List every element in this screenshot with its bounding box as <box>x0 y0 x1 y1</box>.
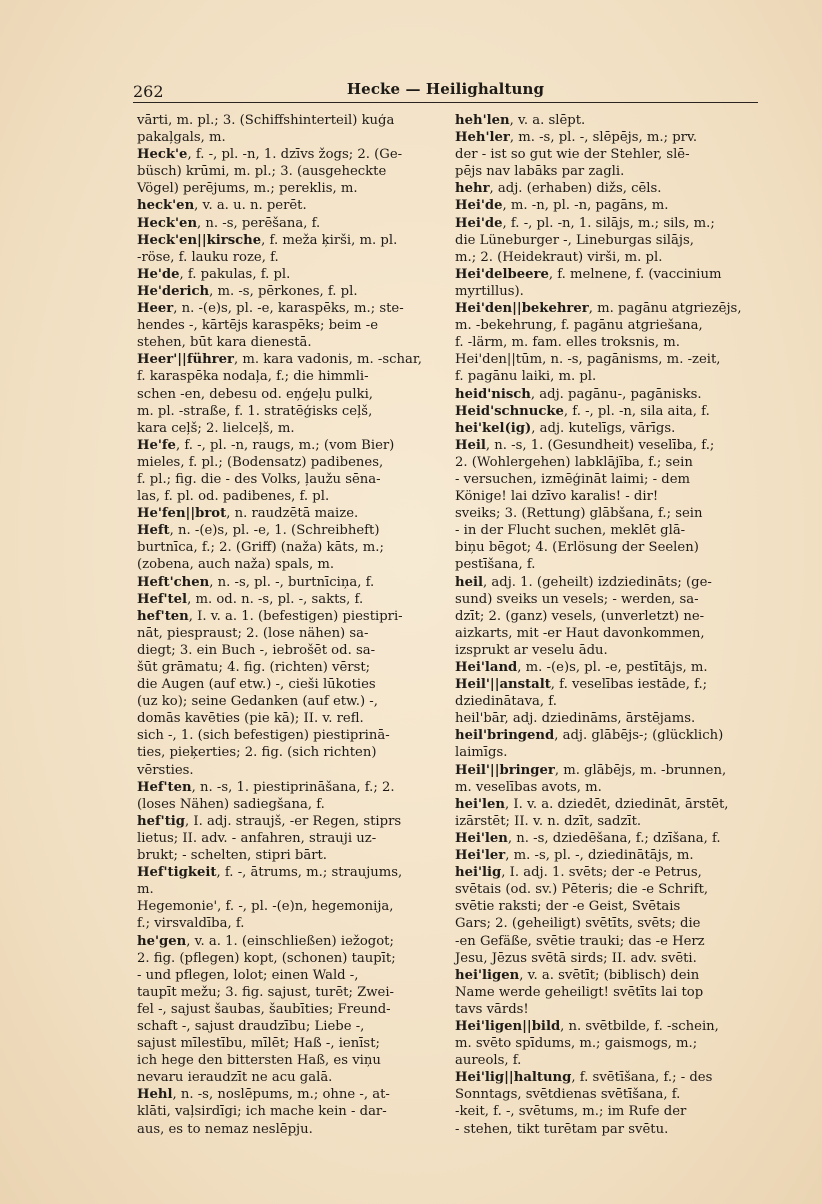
dictionary-line: stehen, būt kara dienestā. <box>137 335 312 351</box>
dictionary-line: f. -lärm, m. fam. elles troksnis, m. <box>455 335 680 351</box>
left-column <box>137 112 445 1138</box>
dictionary-line: die Lüneburger -, Lineburgas silājs, <box>455 232 694 248</box>
dictionary-line: die Augen (auf etw.) -, cieši lūkoties <box>137 677 376 693</box>
dictionary-line: mieles, f. pl.; (Bodensatz) padibenes, <box>137 454 384 470</box>
dictionary-line: vārti, m. pl.; 3. (Schiffshinterteil) kuģa <box>137 113 395 128</box>
dictionary-line: aus, es to nemaz neslēpju. <box>137 1121 313 1137</box>
dictionary-line: Name werde geheiligt! svētīts lai top <box>455 984 704 1000</box>
dictionary-line: schen -en, debesu od. eņģeļu pulki, <box>137 386 373 402</box>
dictionary-line: lietus; II. adv. - anfahren, strauji uz- <box>137 830 377 846</box>
dictionary-line: -röse, f. lauku roze, f. <box>137 249 279 265</box>
dictionary-line: He'fen||brot, n. raudzētā maize. <box>137 506 359 522</box>
dictionary-line: he'gen, v. a. 1. (einschließen) iežogot; <box>137 933 394 949</box>
dictionary-line: - und pflegen, lolot; einen Wald -, <box>137 967 359 983</box>
dictionary-line: He'derich, m. -s, pērkones, f. pl. <box>137 283 358 299</box>
dictionary-line: klāti, vaļsirdīgi; ich mache kein - dar- <box>137 1104 387 1120</box>
dictionary-line: diegt; 3. ein Buch -, iebrošēt od. sa- <box>137 642 376 658</box>
dictionary-line: fel -, sajust šaubas, šaubīties; Freund- <box>137 1001 391 1017</box>
dictionary-line: domās kavēties (pie kā); II. v. refl. <box>137 711 364 727</box>
dictionary-line: heil'bār, adj. dziedināms, ārstējams. <box>455 711 696 727</box>
dictionary-line: hei'ligen, v. a. svētīt; (biblisch) dein <box>455 967 700 983</box>
dictionary-line: Heer, n. -(e)s, pl. -e, karaspēks, m.; ste- <box>137 301 404 317</box>
page-title: Hecke — Heilighaltung <box>346 80 545 98</box>
dictionary-line: Heer'||führer, m. kara vadonis, m. -schar, <box>137 352 422 368</box>
dictionary-line: Vögel) perējums, m.; pereklis, m. <box>137 181 358 197</box>
dictionary-line: 2. (Wohlergehen) labklājība, f.; sein <box>455 454 693 470</box>
dictionary-line: nāt, piespraust; 2. (lose nähen) sa- <box>137 625 369 641</box>
dictionary-line: m. -bekehrung, f. pagānu atgriešana, <box>455 318 703 334</box>
dictionary-line: Heft, n. -(e)s, pl. -e, 1. (Schreibheft) <box>137 523 380 539</box>
dictionary-line: Gars; 2. (geheiligt) svētīts, svēts; die <box>455 916 701 932</box>
dictionary-line: m. veselības avots, m. <box>455 779 602 795</box>
dictionary-line: der - ist so gut wie der Stehler, slē- <box>455 147 690 163</box>
dictionary-line: burtnīca, f.; 2. (Griff) (naža) kāts, m.; <box>137 540 384 556</box>
dictionary-line: Hei'land, m. -(e)s, pl. -e, pestītājs, m. <box>455 660 708 675</box>
dictionary-line: aizkarts, mit -er Haut davonkommen, <box>455 625 705 641</box>
dictionary-line: sveiks; 3. (Rettung) glābšana, f.; sein <box>455 506 703 522</box>
dictionary-line: m.; 2. (Heidekraut) virši, m. pl. <box>455 249 663 265</box>
dictionary-line: pakaļgals, m. <box>137 130 226 146</box>
dictionary-line: Hei'delbeere, f. melnene, f. (vaccinium <box>455 266 722 282</box>
dictionary-line: - versuchen, izmēģināt laimi; - dem <box>455 471 691 487</box>
dictionary-line: Hei'lig||haltung, f. svētīšana, f.; - des <box>455 1070 713 1086</box>
dictionary-line: Hef'tel, m. od. n. -s, pl. -, sakts, f. <box>137 591 364 607</box>
dictionary-line: kara ceļš; 2. lielceļš, m. <box>137 420 295 436</box>
dictionary-line: He'fe, f. -, pl. -n, raugs, m.; (vom Bier) <box>137 437 395 453</box>
dictionary-line: pējs nav labāks par zagli. <box>455 164 625 180</box>
dictionary-line: pestīšana, f. <box>455 557 536 573</box>
dictionary-line: Hef'tigkeit, f. -, ātrums, m.; straujums, <box>137 865 403 881</box>
dictionary-line: (zobena, auch naža) spals, m. <box>137 557 335 573</box>
dictionary-line: Heck'e, f. -, pl. -n, 1. dzīvs žogs; 2. (Ge- <box>137 147 403 163</box>
dictionary-line: Heil'||anstalt, f. veselības iestāde, f.; <box>455 677 708 693</box>
dictionary-line: f. pagānu laiki, m. pl. <box>455 369 597 385</box>
dictionary-line: sajust mīlestību, mīlēt; Haß -, ienīst; <box>137 1036 380 1052</box>
dictionary-line: brukt; - schelten, stipri bārt. <box>137 848 328 864</box>
dictionary-line: Hei'de, m. -n, pl. -n, pagāns, m. <box>455 198 669 214</box>
dictionary-line: heck'en, v. a. u. n. perēt. <box>137 198 307 214</box>
dictionary-line: hef'ten, I. v. a. 1. (befestigen) piestipri- <box>137 608 403 624</box>
dictionary-line: f. karaspēka nodaļa, f.; die himmli- <box>137 369 369 385</box>
dictionary-line: nevaru ieraudzīt ne acu galā. <box>137 1070 333 1086</box>
dictionary-line: hei'kel(ig), adj. kutelīgs, vārīgs. <box>455 420 676 436</box>
dictionary-line: (uz ko); seine Gedanken (auf etw.) -, <box>137 694 378 710</box>
dictionary-line: Heil'||bringer, m. glābējs, m. -brunnen, <box>455 762 727 778</box>
dictionary-line: las, f. pl. od. padibenes, f. pl. <box>137 489 330 505</box>
dictionary-line: svētais (od. sv.) Pēteris; die -e Schrift, <box>455 882 709 898</box>
dictionary-line: Hei'ligen||bild, n. svētbilde, f. -schein, <box>455 1018 719 1034</box>
dictionary-line: svētie raksti; der -e Geist, Svētais <box>455 899 681 915</box>
dictionary-line: Hehl, n. -s, noslēpums, m.; ohne -, at- <box>137 1087 390 1103</box>
dictionary-line: (loses Nähen) sadiegšana, f. <box>137 796 325 812</box>
dictionary-line: -keit, f. -, svētums, m.; im Rufe der <box>455 1104 687 1120</box>
dictionary-line: büsch) krūmi, m. pl.; 3. (ausgeheckte <box>137 164 387 180</box>
dictionary-line: hei'len, I. v. a. dziedēt, dziedināt, ārstēt, <box>455 796 729 812</box>
dictionary-line: heh'len, v. a. slēpt. <box>455 113 586 128</box>
dictionary-line: Hei'den||tūm, n. -s, pagānisms, m. -zeit, <box>455 352 721 368</box>
dictionary-line: izsprukt ar veselu ādu. <box>455 642 608 658</box>
dictionary-line: 2. fig. (pflegen) kopt, (schonen) taupīt; <box>137 950 396 966</box>
dictionary-line: aureols, f. <box>455 1053 522 1069</box>
dictionary-line: dziedinātava, f. <box>455 694 557 710</box>
dictionary-line: laimīgs. <box>455 745 508 761</box>
dictionary-line: - stehen, tikt turētam par svētu. <box>455 1121 669 1137</box>
dictionary-line: Hei'ler, m. -s, pl. -, dziedinātājs, m. <box>455 848 694 864</box>
dictionary-line: heid'nisch, adj. pagānu-, pagānisks. <box>455 386 702 402</box>
dictionary-line: myrtillus). <box>455 283 524 299</box>
dictionary-line: Heft'chen, n. -s, pl. -, burtnīciņa, f. <box>137 574 375 590</box>
dictionary-line: hendes -, kārtējs karaspēks; beim -e <box>137 318 378 334</box>
dictionary-line: Hei'de, f. -, pl. -n, 1. silājs, m.; sils, m.; <box>455 215 715 231</box>
dictionary-line: m. pl. -straße, f. 1. stratēģisks ceļš, <box>137 403 373 419</box>
dictionary-line: He'de, f. pakulas, f. pl. <box>137 266 291 282</box>
dictionary-line: ich hege den bittersten Haß, es viņu <box>137 1053 381 1069</box>
dictionary-line: sich -, 1. (sich befestigen) piestiprinā- <box>137 728 390 744</box>
dictionary-line: Hef'ten, n. -s, 1. piestiprināšana, f.; 2. <box>137 779 395 795</box>
dictionary-line: Hei'len, n. -s, dziedēšana, f.; dzīšana, f. <box>455 830 721 846</box>
dictionary-line: hehr, adj. (erhaben) dižs, cēls. <box>455 181 662 197</box>
dictionary-line: m. <box>137 882 154 898</box>
dictionary-line: Heck'en||kirsche, f. meža ķirši, m. pl. <box>137 232 398 248</box>
dictionary-line: Hei'den||bekehrer, m. pagānu atgriezējs, <box>455 301 742 317</box>
dictionary-line: schaft -, sajust draudzību; Liebe -, <box>137 1018 365 1034</box>
page-number: 262 <box>133 82 164 101</box>
dictionary-line: dzīt; 2. (ganz) vesels, (unverletzt) ne- <box>455 608 705 624</box>
dictionary-line: šūt grāmatu; 4. fig. (richten) vērst; <box>137 660 371 675</box>
dictionary-line: Jesu, Jēzus svētā sirds; II. adv. svēti. <box>455 950 697 966</box>
right-column <box>455 112 767 1138</box>
dictionary-line: sund) sveiks un vesels; - werden, sa- <box>455 591 699 607</box>
dictionary-line: Sonntags, svētdienas svētīšana, f. <box>455 1087 681 1103</box>
dictionary-line: vērsties. <box>137 762 194 778</box>
dictionary-line: biņu bēgot; 4. (Erlösung der Seelen) <box>455 540 699 556</box>
dictionary-line: Hegemonie', f. -, pl. -(e)n, hegemonija, <box>137 899 394 915</box>
dictionary-line: heil, adj. 1. (geheilt) izdziedināts; (ge- <box>455 574 712 590</box>
dictionary-line: Heck'en, n. -s, perēšana, f. <box>137 215 321 231</box>
page-header <box>133 78 758 103</box>
dictionary-line: Heil, n. -s, 1. (Gesundheit) veselība, f.; <box>455 437 715 453</box>
dictionary-line: f. pl.; fig. die - des Volks, ļaužu sēna- <box>137 471 381 487</box>
dictionary-line: ties, pieķerties; 2. fig. (sich richten) <box>137 745 377 761</box>
dictionary-line: heil'bringend, adj. glābējs-; (glücklich) <box>455 728 724 744</box>
dictionary-line: izārstēt; II. v. n. dzīt, sadzīt. <box>455 813 642 829</box>
dictionary-line: -en Gefäße, svētie trauki; das -e Herz <box>455 933 705 949</box>
dictionary-line: hei'lig, I. adj. 1. svēts; der -e Petrus, <box>455 865 702 881</box>
dictionary-line: Könige! lai dzīvo karalis! - dir! <box>455 489 659 505</box>
dictionary-line: hef'tig, I. adj. straujš, -er Regen, stiprs <box>137 813 402 829</box>
dictionary-line: f.; virsvaldība, f. <box>137 916 245 932</box>
dictionary-line: Heid'schnucke, f. -, pl. -n, sila aita, f. <box>455 403 710 419</box>
dictionary-line: taupīt mežu; 3. fig. sajust, turēt; Zwei- <box>137 984 395 1000</box>
dictionary-line: tavs vārds! <box>455 1001 529 1017</box>
dictionary-line: m. svēto spīdums, m.; gaismogs, m.; <box>455 1036 698 1052</box>
dictionary-line: Heh'ler, m. -s, pl. -, slēpējs, m.; prv. <box>455 130 698 146</box>
dictionary-line: - in der Flucht suchen, meklēt glā- <box>455 523 686 539</box>
